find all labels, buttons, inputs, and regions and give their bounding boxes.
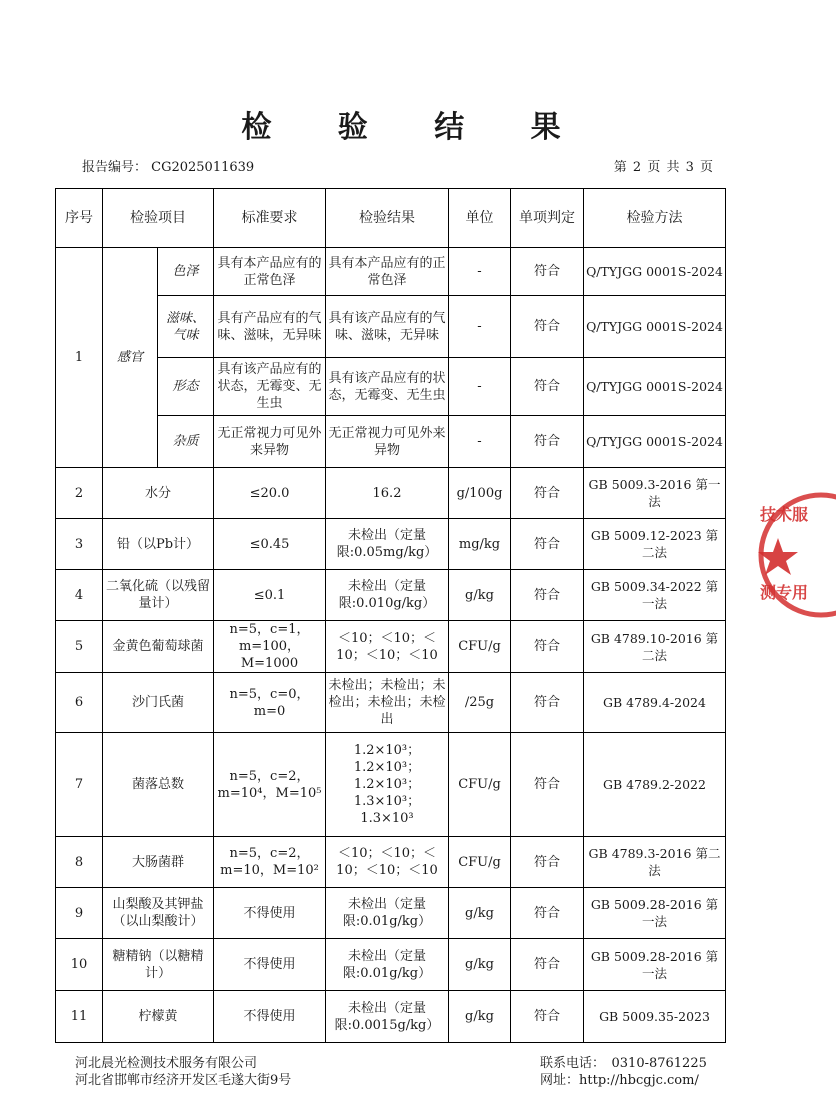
- verdict-cell: 符合: [511, 570, 584, 621]
- requirement-cell: n=5，c=0，m=0: [214, 673, 326, 733]
- result-cell: 未检出（定量限:0.0015g/kg）: [326, 991, 449, 1043]
- verdict-cell: 符合: [511, 888, 584, 939]
- item-cell: 金黄色葡萄球菌: [103, 621, 214, 673]
- unit-cell: g/kg: [449, 991, 511, 1043]
- requirement-cell: 无正常视力可见外来异物: [214, 416, 326, 468]
- verdict-cell: 符合: [511, 837, 584, 888]
- sub-item: 杂质: [158, 416, 214, 468]
- result-cell: 未检出（定量限:0.01g/kg）: [326, 939, 449, 991]
- method-cell: Q/TYJGG 0001S-2024: [584, 296, 726, 358]
- results-table: [55, 188, 726, 1043]
- method-cell: GB 5009.28-2016 第一法: [584, 939, 726, 991]
- method-cell: GB 5009.12-2023 第二法: [584, 519, 726, 570]
- result-cell: 无正常视力可见外来异物: [326, 416, 449, 468]
- result-cell: 具有该产品应有的气味、滋味，无异味: [326, 296, 449, 358]
- footer-company-info: [75, 1055, 291, 1089]
- table-row: [56, 733, 726, 837]
- requirement-cell: ≤0.45: [214, 519, 326, 570]
- header-unit: 单位: [449, 189, 511, 248]
- item-cell: 糖精钠（以糖精计）: [103, 939, 214, 991]
- item-cell: 二氧化硫（以残留量计）: [103, 570, 214, 621]
- unit-cell: -: [449, 416, 511, 468]
- requirement-cell: ≤20.0: [214, 468, 326, 519]
- verdict-cell: 符合: [511, 468, 584, 519]
- group-name: 感官: [103, 248, 158, 468]
- table-row: [56, 673, 726, 733]
- svg-text:测专用: 测专用: [760, 583, 809, 602]
- unit-cell: CFU/g: [449, 837, 511, 888]
- method-cell: GB 5009.28-2016 第一法: [584, 888, 726, 939]
- company-address: 河北省邯郸市经济开发区毛遂大街9号: [75, 1073, 292, 1088]
- unit-cell: /25g: [449, 673, 511, 733]
- header-verdict: 单项判定: [511, 189, 584, 248]
- result-cell: ＜10；＜10；＜10；＜10；＜10: [326, 621, 449, 673]
- requirement-cell: n=5，c=1，m=100，M=1000: [214, 621, 326, 673]
- result-cell: 具有该产品应有的状态，无霉变、无生虫: [326, 358, 449, 416]
- unit-cell: -: [449, 358, 511, 416]
- result-cell: 16.2: [326, 468, 449, 519]
- row-no: 5: [56, 621, 103, 673]
- method-cell: GB 5009.35-2023: [584, 991, 726, 1043]
- verdict-cell: 符合: [511, 248, 584, 296]
- result-cell: 未检出（定量限:0.010g/kg）: [326, 570, 449, 621]
- company-name: 河北晨光检测技术服务有限公司: [75, 1056, 258, 1071]
- method-cell: GB 4789.3-2016 第二法: [584, 837, 726, 888]
- sub-item: 色泽: [158, 248, 214, 296]
- item-cell: 大肠菌群: [103, 837, 214, 888]
- method-cell: GB 5009.34-2022 第一法: [584, 570, 726, 621]
- requirement-cell: 不得使用: [214, 888, 326, 939]
- contact-website: 网址：http://hbcgjc.com/: [540, 1073, 699, 1088]
- header-result: 检验结果: [326, 189, 449, 248]
- result-cell: 1.2×10³；1.2×10³；1.2×10³；1.3×10³；1.3×10³: [326, 733, 449, 837]
- contact-phone: 联系电话： 0310-8761225: [540, 1056, 707, 1071]
- unit-cell: -: [449, 248, 511, 296]
- method-cell: GB 5009.3-2016 第一法: [584, 468, 726, 519]
- result-cell: 未检出（定量限:0.01g/kg）: [326, 888, 449, 939]
- unit-cell: CFU/g: [449, 621, 511, 673]
- table-row: [56, 519, 726, 570]
- verdict-cell: 符合: [511, 296, 584, 358]
- unit-cell: g/kg: [449, 570, 511, 621]
- row-no: 1: [56, 248, 103, 468]
- svg-text:技术服: 技术服: [760, 505, 809, 524]
- header-item: 检验项目: [103, 189, 214, 248]
- requirement-cell: 具有该产品应有的状态，无霉变、无生虫: [214, 358, 326, 416]
- table-row: [56, 621, 726, 673]
- method-cell: Q/TYJGG 0001S-2024: [584, 416, 726, 468]
- seal-icon: [756, 490, 836, 620]
- row-no: 3: [56, 519, 103, 570]
- method-cell: GB 4789.2-2022: [584, 733, 726, 837]
- row-no: 2: [56, 468, 103, 519]
- table-row: [56, 991, 726, 1043]
- sub-item: 形态: [158, 358, 214, 416]
- row-no: 9: [56, 888, 103, 939]
- footer-contact-info: [540, 1055, 707, 1089]
- unit-cell: -: [449, 296, 511, 358]
- requirement-cell: 具有产品应有的气味、滋味，无异味: [214, 296, 326, 358]
- verdict-cell: 符合: [511, 991, 584, 1043]
- row-no: 6: [56, 673, 103, 733]
- result-cell: ＜10；＜10；＜10；＜10；＜10: [326, 837, 449, 888]
- verdict-cell: 符合: [511, 733, 584, 837]
- unit-cell: CFU/g: [449, 733, 511, 837]
- verdict-cell: 符合: [511, 358, 584, 416]
- row-no: 11: [56, 991, 103, 1043]
- table-row: [56, 888, 726, 939]
- method-cell: GB 4789.4-2024: [584, 673, 726, 733]
- item-cell: 菌落总数: [103, 733, 214, 837]
- table-row: [56, 248, 726, 296]
- row-no: 4: [56, 570, 103, 621]
- header-method: 检验方法: [584, 189, 726, 248]
- table-row: [56, 468, 726, 519]
- official-seal-stamp: [756, 490, 836, 620]
- table-row: [56, 939, 726, 991]
- requirement-cell: ≤0.1: [214, 570, 326, 621]
- verdict-cell: 符合: [511, 939, 584, 991]
- page-title: 检 验 结 果: [241, 110, 589, 145]
- item-cell: 山梨酸及其钾盐（以山梨酸计）: [103, 888, 214, 939]
- row-no: 10: [56, 939, 103, 991]
- table-row: [56, 570, 726, 621]
- method-cell: GB 4789.10-2016 第二法: [584, 621, 726, 673]
- item-cell: 铅（以Pb计）: [103, 519, 214, 570]
- item-cell: 沙门氏菌: [103, 673, 214, 733]
- item-cell: 水分: [103, 468, 214, 519]
- table-row: [56, 837, 726, 888]
- unit-cell: g/100g: [449, 468, 511, 519]
- result-cell: 未检出（定量限:0.05mg/kg）: [326, 519, 449, 570]
- requirement-cell: 不得使用: [214, 939, 326, 991]
- header-no: 序号: [56, 189, 103, 248]
- requirement-cell: n=5，c=2，m=10，M=10²: [214, 837, 326, 888]
- report-number: 报告编号： CG2025011639: [82, 160, 255, 175]
- item-cell: 柠檬黄: [103, 991, 214, 1043]
- header-requirement: 标准要求: [214, 189, 326, 248]
- unit-cell: g/kg: [449, 888, 511, 939]
- verdict-cell: 符合: [511, 416, 584, 468]
- unit-cell: mg/kg: [449, 519, 511, 570]
- requirement-cell: 不得使用: [214, 991, 326, 1043]
- sub-item: 滋味、气味: [158, 296, 214, 358]
- result-cell: 具有本产品应有的正常色泽: [326, 248, 449, 296]
- method-cell: Q/TYJGG 0001S-2024: [584, 248, 726, 296]
- row-no: 7: [56, 733, 103, 837]
- requirement-cell: 具有本产品应有的正常色泽: [214, 248, 326, 296]
- page-info: 第 2 页 共 3 页: [613, 160, 714, 175]
- unit-cell: g/kg: [449, 939, 511, 991]
- row-no: 8: [56, 837, 103, 888]
- header-row: [56, 189, 726, 248]
- verdict-cell: 符合: [511, 673, 584, 733]
- method-cell: Q/TYJGG 0001S-2024: [584, 358, 726, 416]
- result-cell: 未检出；未检出；未检出；未检出；未检出: [326, 673, 449, 733]
- verdict-cell: 符合: [511, 621, 584, 673]
- verdict-cell: 符合: [511, 519, 584, 570]
- requirement-cell: n=5，c=2，m=10⁴，M=10⁵: [214, 733, 326, 837]
